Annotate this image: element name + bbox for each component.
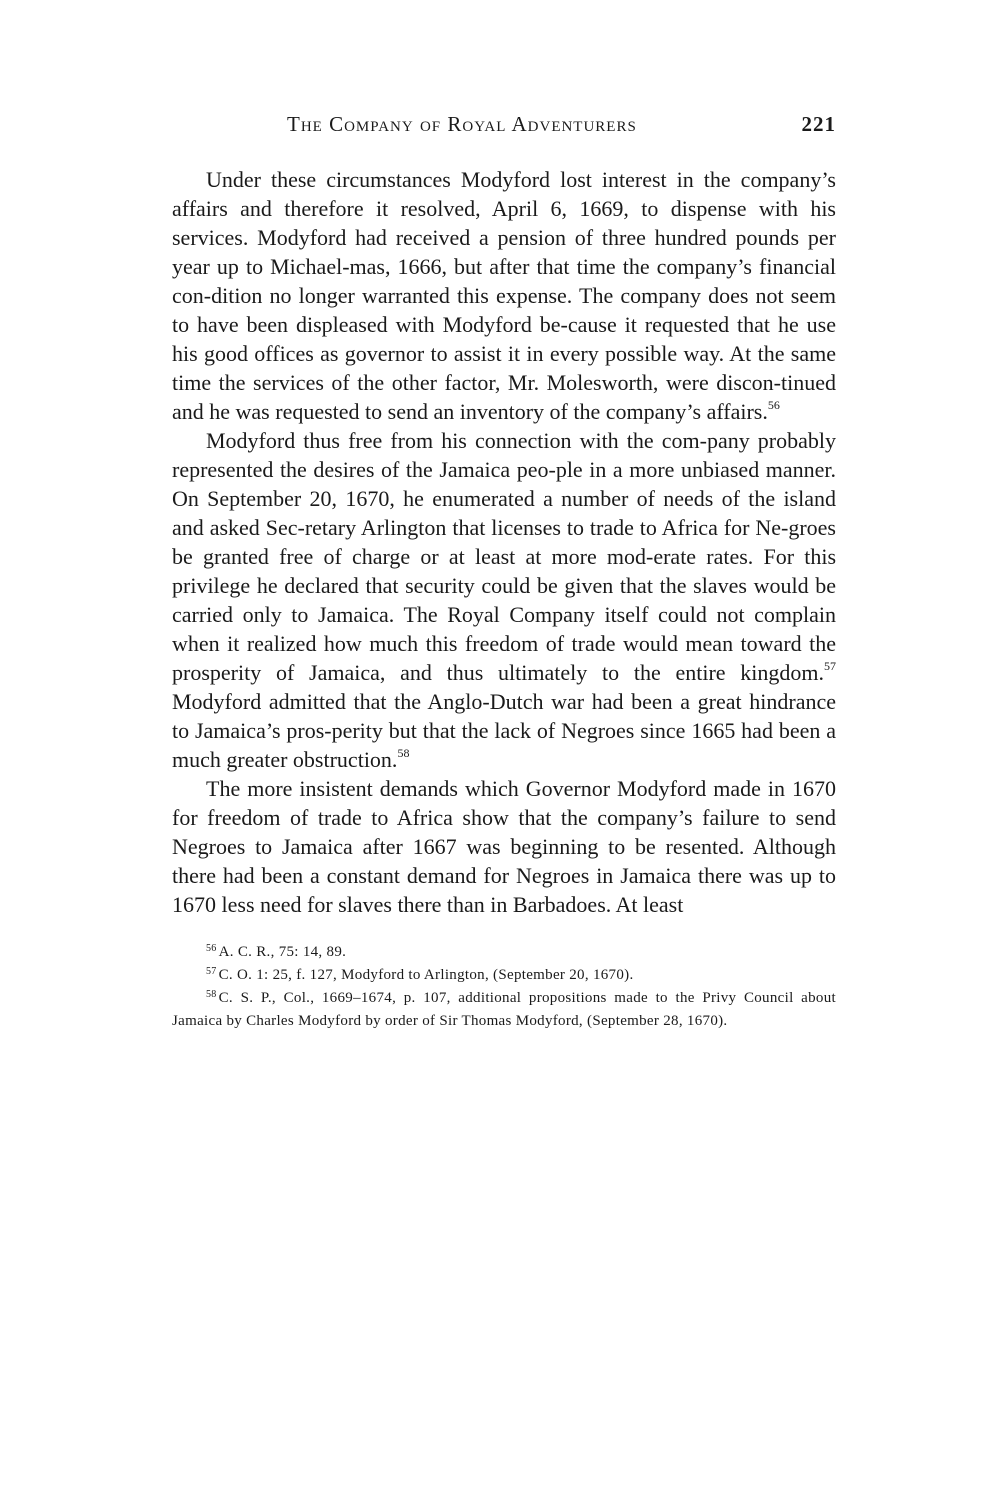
paragraph-text: The more insistent demands which Governor Modyford made in 1670 for freedom of trade to Africa show that the company’s failure to send Negroes to Jamaica after 1667 was beginning to be resented. Although there had been a constant demand for Negroes in Jamaica there was up to 1670 less need for slaves there than in Barbadoes. At least — [172, 776, 836, 917]
footnote — [172, 941, 836, 964]
footnote — [172, 964, 836, 987]
footnote-text: C. S. P., Col., 1669–1674, p. 107, additional propositions made to the Privy Council about Jamaica by Charles Modyford by order of Sir Thomas Modyford, (September 28, 1670). — [172, 990, 836, 1029]
paragraph — [172, 774, 836, 919]
footnote-number: 56 — [206, 943, 217, 954]
page-number: 221 — [801, 112, 836, 136]
footnote-text: A. C. R., 75: 14, 89. — [218, 944, 347, 960]
body-text — [172, 165, 836, 919]
footnote-reference: 57 — [824, 659, 836, 673]
footnotes — [172, 941, 836, 1033]
running-head-title: The Company of Royal Adventurers — [287, 112, 637, 136]
paragraph-text: Under these circumstances Modyford lost interest in the company’s affairs and therefore it resolved, April 6, 1669, to dispense with his services. Modyford had received a pension of three hundred pounds per year up to Michael-mas, 1666, but after that time the company’s financial con-dition no longer warranted this expense. The company does not seem to have been displeased with Modyford be-cause it requested that he use his good offices as governor to assist it in every possible way. At the same time the services of the other factor, Mr. Molesworth, were discon-tinued and he was requested to send an inventory of the company’s affairs. — [172, 167, 836, 424]
footnote — [172, 987, 836, 1033]
footnote-reference: 58 — [397, 746, 410, 760]
footnote-reference: 56 — [767, 398, 780, 412]
paragraph-text: Modyford thus free from his connection with the com-pany probably represented the desires of the Jamaica peo-ple in a more unbiased manner. On September 20, 1670, he enumerated a number of needs of the island and asked Sec-retary Arlington that licenses to trade to Africa for Ne-groes be granted free of charge or at least at more mod-erate rates. For this privilege he declared that security could be given that the slaves would be carried only to Jamaica. The Royal Company itself could not complain when it realized how much this freedom of trade would mean toward the prosperity of Jamaica, and thus ultimately to the entire kingdom. — [172, 428, 836, 685]
footnote-number: 57 — [206, 966, 217, 977]
footnote-text: C. O. 1: 25, f. 127, Modyford to Arlington, (September 20, 1670). — [218, 967, 634, 983]
book-page — [172, 112, 836, 1033]
paragraph — [172, 426, 836, 774]
paragraph-text: Modyford admitted that the Anglo-Dutch war had been a great hindrance to Jamaica’s pros-perity but that the lack of Negroes since 1665 had been a much greater obstruction. — [172, 689, 836, 772]
running-head — [172, 112, 836, 148]
footnote-number: 58 — [206, 989, 217, 1000]
paragraph — [172, 165, 836, 426]
